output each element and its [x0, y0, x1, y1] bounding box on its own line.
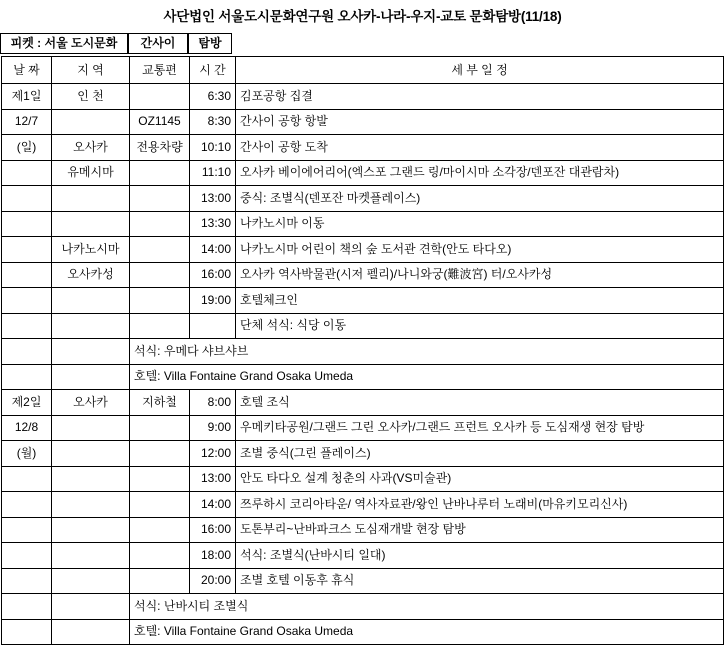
area-cell: 오사카: [52, 390, 130, 416]
transport-cell: [130, 466, 190, 492]
detail-cell: 나카노시마 어린이 책의 숲 도서관 견학(안도 타다오): [236, 237, 724, 263]
empty-cell: [2, 619, 52, 645]
day-label: 제1일: [2, 84, 52, 110]
detail-cell: 김포공항 집결: [236, 84, 724, 110]
area-cell: 유메시마: [52, 160, 130, 186]
table-row: [2, 288, 724, 314]
transport-cell: [130, 211, 190, 237]
time-cell: 14:00: [190, 492, 236, 518]
time-cell: [190, 313, 236, 339]
empty-cell: [2, 339, 52, 365]
empty-cell: [2, 466, 52, 492]
time-cell: 13:00: [190, 186, 236, 212]
meal-note-row: [2, 594, 724, 620]
table-row: [2, 313, 724, 339]
transport-cell: [130, 84, 190, 110]
time-cell: 13:30: [190, 211, 236, 237]
time-cell: 13:00: [190, 466, 236, 492]
detail-cell: 간사이 공항 항발: [236, 109, 724, 135]
transport-cell: 지하철: [130, 390, 190, 416]
empty-cell: [2, 288, 52, 314]
table-row: [2, 84, 724, 110]
table-row: [2, 160, 724, 186]
column-header-time: 시 간: [190, 57, 236, 84]
column-header-date: 날 짜: [2, 57, 52, 84]
area-cell: [52, 415, 130, 441]
time-cell: 6:30: [190, 84, 236, 110]
detail-cell: 안도 타다오 설계 청춘의 사과(VS미술관): [236, 466, 724, 492]
empty-cell: [52, 364, 130, 390]
time-cell: 20:00: [190, 568, 236, 594]
hotel-row: [2, 364, 724, 390]
weekday-cell: (월): [2, 441, 52, 467]
area-cell: 오사카: [52, 135, 130, 161]
empty-cell: [2, 568, 52, 594]
time-cell: 10:10: [190, 135, 236, 161]
table-row: [2, 543, 724, 569]
detail-cell: 조별 중식(그린 플레이스): [236, 441, 724, 467]
detail-cell: 도톤부리~난바파크스 도심재개발 현장 탐방: [236, 517, 724, 543]
hotel-note: 호텔: Villa Fontaine Grand Osaka Umeda: [130, 619, 724, 645]
empty-cell: [2, 262, 52, 288]
ticket-label: 피켓 : 서울 도시문화: [0, 33, 128, 54]
table-row: [2, 517, 724, 543]
area-cell: 나카노시마: [52, 237, 130, 263]
area-cell: 인 천: [52, 84, 130, 110]
empty-cell: [52, 594, 130, 620]
area-cell: [52, 313, 130, 339]
empty-cell: [2, 186, 52, 212]
detail-cell: 조별 호텔 이동후 휴식: [236, 568, 724, 594]
transport-cell: [130, 237, 190, 263]
transport-cell: [130, 186, 190, 212]
time-cell: 16:00: [190, 262, 236, 288]
meal-note-row: [2, 339, 724, 365]
meal-note: 석식: 우메다 샤브샤브: [130, 339, 724, 365]
time-cell: 8:30: [190, 109, 236, 135]
table-row: [2, 441, 724, 467]
detail-cell: 오사카 역사박물관(시저 펠리)/나니와궁(難波宮) 터/오사카성: [236, 262, 724, 288]
table-row: [2, 568, 724, 594]
time-cell: 16:00: [190, 517, 236, 543]
area-cell: [52, 288, 130, 314]
transport-cell: [130, 288, 190, 314]
transport-cell: [130, 543, 190, 569]
area-cell: [52, 186, 130, 212]
transport-cell: OZ1145: [130, 109, 190, 135]
detail-cell: 나카노시마 이동: [236, 211, 724, 237]
time-cell: 8:00: [190, 390, 236, 416]
transport-cell: [130, 313, 190, 339]
ticket-cell-2: 탐방: [188, 33, 232, 54]
time-cell: 11:10: [190, 160, 236, 186]
empty-cell: [2, 492, 52, 518]
area-cell: [52, 492, 130, 518]
time-cell: 19:00: [190, 288, 236, 314]
table-row: [2, 186, 724, 212]
table-row: [2, 466, 724, 492]
weekday-cell: (일): [2, 135, 52, 161]
detail-cell: 중식: 조별식(덴포잔 마켓플레이스): [236, 186, 724, 212]
empty-cell: [2, 364, 52, 390]
table-row: [2, 211, 724, 237]
area-cell: 오사카성: [52, 262, 130, 288]
area-cell: [52, 517, 130, 543]
area-cell: [52, 441, 130, 467]
transport-cell: [130, 262, 190, 288]
date-cell: 12/8: [2, 415, 52, 441]
column-header-area: 지 역: [52, 57, 130, 84]
detail-cell: 석식: 조별식(난바시티 일대): [236, 543, 724, 569]
ticket-cell-1: 간사이: [128, 33, 188, 54]
transport-cell: [130, 568, 190, 594]
table-row: [2, 237, 724, 263]
empty-cell: [52, 339, 130, 365]
column-header-detail: 세 부 일 정: [236, 57, 724, 84]
area-cell: [52, 211, 130, 237]
column-header-transport: 교통편: [130, 57, 190, 84]
detail-cell: 단체 석식: 식당 이동: [236, 313, 724, 339]
empty-cell: [2, 237, 52, 263]
transport-cell: 전용차량: [130, 135, 190, 161]
time-cell: 14:00: [190, 237, 236, 263]
time-cell: 9:00: [190, 415, 236, 441]
table-row: [2, 492, 724, 518]
empty-cell: [2, 543, 52, 569]
transport-cell: [130, 441, 190, 467]
transport-cell: [130, 160, 190, 186]
detail-cell: 간사이 공항 도착: [236, 135, 724, 161]
hotel-note: 호텔: Villa Fontaine Grand Osaka Umeda: [130, 364, 724, 390]
detail-cell: 호텔체크인: [236, 288, 724, 314]
meal-note: 석식: 난바시티 조별식: [130, 594, 724, 620]
transport-cell: [130, 415, 190, 441]
detail-cell: 우메키타공원/그랜드 그린 오사카/그랜드 프런트 오사카 등 도심재생 현장 탐방: [236, 415, 724, 441]
date-cell: 12/7: [2, 109, 52, 135]
time-cell: 12:00: [190, 441, 236, 467]
area-cell: [52, 109, 130, 135]
table-row: [2, 262, 724, 288]
page-title: 사단법인 서울도시문화연구원 오사카-나라-우지-교토 문화탐방(11/18): [163, 9, 562, 24]
hotel-row: [2, 619, 724, 645]
area-cell: [52, 466, 130, 492]
empty-cell: [2, 594, 52, 620]
area-cell: [52, 568, 130, 594]
area-cell: [52, 543, 130, 569]
transport-cell: [130, 517, 190, 543]
day-label: 제2일: [2, 390, 52, 416]
empty-cell: [2, 160, 52, 186]
table-row: [2, 415, 724, 441]
schedule-table: [1, 56, 724, 645]
detail-cell: 쯔루하시 코리아타운/ 역사자료관/왕인 난바나루터 노래비(마유키모리신사): [236, 492, 724, 518]
table-row: [2, 390, 724, 416]
time-cell: 18:00: [190, 543, 236, 569]
table-header-row: [2, 57, 724, 84]
detail-cell: 호텔 조식: [236, 390, 724, 416]
transport-cell: [130, 492, 190, 518]
ticket-bar: [0, 31, 725, 56]
empty-cell: [2, 211, 52, 237]
empty-cell: [2, 517, 52, 543]
table-row: [2, 109, 724, 135]
detail-cell: 오사카 베이에어리어(엑스포 그랜드 링/마이시마 소각장/덴포잔 대관람차): [236, 160, 724, 186]
table-row: [2, 135, 724, 161]
empty-cell: [52, 619, 130, 645]
empty-cell: [2, 313, 52, 339]
